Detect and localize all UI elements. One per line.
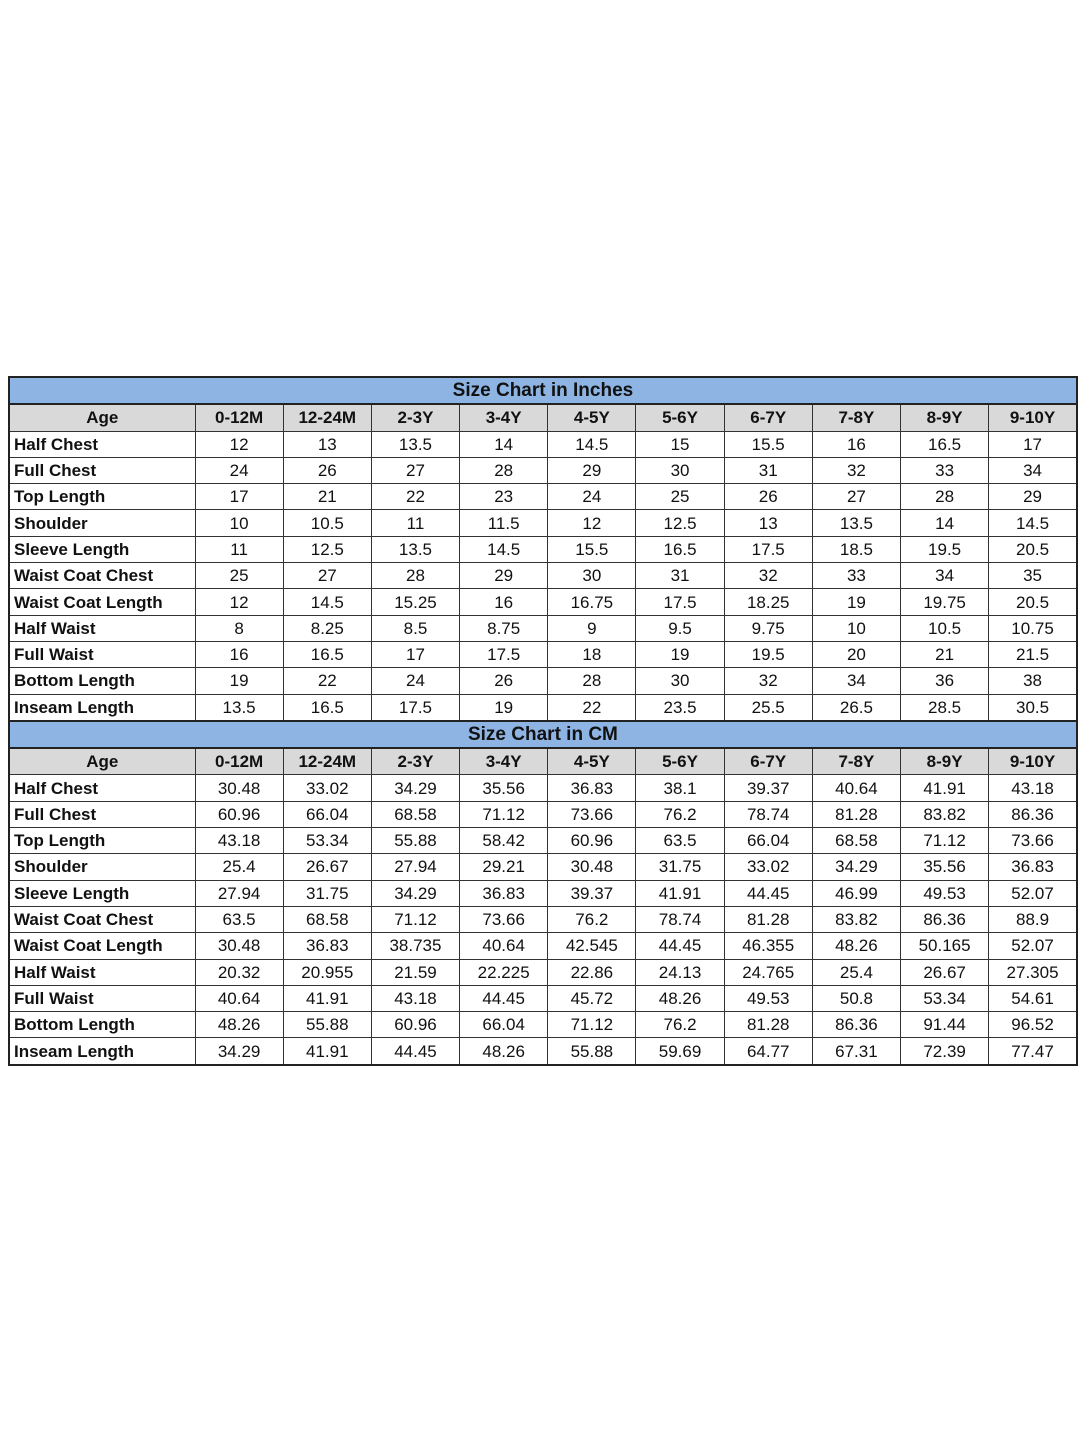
measurement-value: 48.26 — [460, 1038, 548, 1065]
measurement-value: 68.58 — [812, 828, 900, 854]
measurement-value: 38 — [989, 668, 1077, 694]
measurement-value: 81.28 — [724, 1012, 812, 1038]
measurement-value: 73.66 — [548, 801, 636, 827]
measurement-value: 17.5 — [460, 641, 548, 667]
measurement-value: 86.36 — [901, 906, 989, 932]
measurement-value: 38.735 — [371, 933, 459, 959]
measurement-value: 42.545 — [548, 933, 636, 959]
measurement-value: 41.91 — [283, 985, 371, 1011]
measurement-label: Half Waist — [9, 615, 195, 641]
measurement-value: 14.5 — [989, 510, 1077, 536]
measurement-value: 44.45 — [724, 880, 812, 906]
measurement-value: 40.64 — [812, 775, 900, 801]
measurement-value: 66.04 — [724, 828, 812, 854]
measurement-value: 26.5 — [812, 694, 900, 721]
measurement-value: 16.5 — [283, 694, 371, 721]
measurement-value: 11.5 — [460, 510, 548, 536]
table-row — [9, 933, 1077, 959]
table-row — [9, 801, 1077, 827]
measurement-value: 19.75 — [901, 589, 989, 615]
measurement-value: 52.07 — [989, 933, 1077, 959]
measurement-label: Waist Coat Length — [9, 933, 195, 959]
measurement-value: 25.4 — [812, 959, 900, 985]
measurement-value: 29 — [460, 563, 548, 589]
measurement-value: 55.88 — [283, 1012, 371, 1038]
section-title: Size Chart in Inches — [9, 377, 1077, 404]
measurement-value: 9 — [548, 615, 636, 641]
measurement-value: 16 — [812, 431, 900, 457]
measurement-value: 33 — [812, 563, 900, 589]
measurement-value: 18.5 — [812, 536, 900, 562]
measurement-value: 78.74 — [724, 801, 812, 827]
measurement-value: 76.2 — [548, 906, 636, 932]
measurement-value: 54.61 — [989, 985, 1077, 1011]
measurement-label: Waist Coat Chest — [9, 906, 195, 932]
size-chart-table — [8, 376, 1078, 1066]
table-row — [9, 589, 1077, 615]
measurement-value: 36 — [901, 668, 989, 694]
measurement-value: 8 — [195, 615, 283, 641]
measurement-value: 71.12 — [548, 1012, 636, 1038]
measurement-value: 77.47 — [989, 1038, 1077, 1065]
measurement-value: 17.5 — [371, 694, 459, 721]
measurement-value: 44.45 — [460, 985, 548, 1011]
measurement-value: 21 — [901, 641, 989, 667]
measurement-value: 60.96 — [371, 1012, 459, 1038]
measurement-value: 12.5 — [283, 536, 371, 562]
measurement-value: 63.5 — [636, 828, 724, 854]
table-row — [9, 668, 1077, 694]
measurement-value: 22 — [371, 484, 459, 510]
measurement-value: 10.75 — [989, 615, 1077, 641]
measurement-value: 43.18 — [989, 775, 1077, 801]
measurement-value: 49.53 — [901, 880, 989, 906]
measurement-value: 22 — [548, 694, 636, 721]
measurement-label: Full Chest — [9, 801, 195, 827]
measurement-value: 25.5 — [724, 694, 812, 721]
header-size-cell: 7-8Y — [812, 404, 900, 431]
header-size-cell: 0-12M — [195, 748, 283, 775]
measurement-value: 26 — [724, 484, 812, 510]
measurement-value: 8.75 — [460, 615, 548, 641]
measurement-value: 50.8 — [812, 985, 900, 1011]
measurement-value: 36.83 — [460, 880, 548, 906]
measurement-value: 19.5 — [724, 641, 812, 667]
measurement-value: 81.28 — [812, 801, 900, 827]
measurement-value: 12 — [195, 431, 283, 457]
measurement-value: 16.75 — [548, 589, 636, 615]
measurement-value: 16.5 — [636, 536, 724, 562]
measurement-value: 13 — [283, 431, 371, 457]
measurement-value: 30.5 — [989, 694, 1077, 721]
measurement-value: 71.12 — [901, 828, 989, 854]
header-size-cell: 2-3Y — [371, 404, 459, 431]
measurement-value: 24 — [548, 484, 636, 510]
measurement-value: 21 — [283, 484, 371, 510]
measurement-label: Half Waist — [9, 959, 195, 985]
measurement-value: 27 — [283, 563, 371, 589]
table-row — [9, 1012, 1077, 1038]
measurement-value: 48.26 — [812, 933, 900, 959]
measurement-value: 30 — [636, 457, 724, 483]
header-size-cell: 2-3Y — [371, 748, 459, 775]
measurement-value: 36.83 — [548, 775, 636, 801]
header-size-cell: 0-12M — [195, 404, 283, 431]
measurement-value: 18 — [548, 641, 636, 667]
measurement-label: Bottom Length — [9, 1012, 195, 1038]
measurement-value: 35.56 — [460, 775, 548, 801]
measurement-value: 9.75 — [724, 615, 812, 641]
measurement-value: 20.955 — [283, 959, 371, 985]
header-size-cell: 7-8Y — [812, 748, 900, 775]
measurement-value: 17 — [195, 484, 283, 510]
measurement-value: 34.29 — [371, 775, 459, 801]
measurement-value: 66.04 — [283, 801, 371, 827]
measurement-value: 22.86 — [548, 959, 636, 985]
measurement-value: 16 — [460, 589, 548, 615]
measurement-value: 46.99 — [812, 880, 900, 906]
header-size-cell: 6-7Y — [724, 404, 812, 431]
measurement-value: 76.2 — [636, 1012, 724, 1038]
measurement-value: 10 — [195, 510, 283, 536]
measurement-value: 76.2 — [636, 801, 724, 827]
measurement-label: Bottom Length — [9, 668, 195, 694]
measurement-value: 17.5 — [724, 536, 812, 562]
section-title: Size Chart in CM — [9, 721, 1077, 748]
measurement-label: Full Waist — [9, 985, 195, 1011]
measurement-value: 35.56 — [901, 854, 989, 880]
measurement-value: 14.5 — [283, 589, 371, 615]
measurement-value: 63.5 — [195, 906, 283, 932]
measurement-value: 12 — [195, 589, 283, 615]
measurement-value: 20.5 — [989, 536, 1077, 562]
measurement-value: 29.21 — [460, 854, 548, 880]
header-age-label: Age — [9, 404, 195, 431]
measurement-value: 45.72 — [548, 985, 636, 1011]
measurement-value: 28.5 — [901, 694, 989, 721]
measurement-value: 34 — [989, 457, 1077, 483]
table-row — [9, 828, 1077, 854]
measurement-value: 30.48 — [195, 933, 283, 959]
measurement-value: 83.82 — [901, 801, 989, 827]
measurement-value: 20.32 — [195, 959, 283, 985]
measurement-value: 26.67 — [283, 854, 371, 880]
measurement-value: 78.74 — [636, 906, 724, 932]
measurement-value: 19.5 — [901, 536, 989, 562]
measurement-value: 39.37 — [724, 775, 812, 801]
measurement-label: Top Length — [9, 484, 195, 510]
measurement-value: 32 — [812, 457, 900, 483]
measurement-value: 44.45 — [636, 933, 724, 959]
measurement-value: 91.44 — [901, 1012, 989, 1038]
measurement-value: 40.64 — [195, 985, 283, 1011]
measurement-value: 36.83 — [989, 854, 1077, 880]
measurement-value: 71.12 — [460, 801, 548, 827]
measurement-value: 48.26 — [636, 985, 724, 1011]
measurement-value: 30 — [636, 668, 724, 694]
measurement-value: 83.82 — [812, 906, 900, 932]
measurement-value: 21.59 — [371, 959, 459, 985]
measurement-label: Top Length — [9, 828, 195, 854]
measurement-value: 64.77 — [724, 1038, 812, 1065]
measurement-value: 9.5 — [636, 615, 724, 641]
measurement-value: 24 — [195, 457, 283, 483]
measurement-label: Inseam Length — [9, 1038, 195, 1065]
table-row — [9, 985, 1077, 1011]
measurement-value: 38.1 — [636, 775, 724, 801]
measurement-value: 30.48 — [195, 775, 283, 801]
table-row — [9, 775, 1077, 801]
measurement-value: 68.58 — [371, 801, 459, 827]
measurement-value: 86.36 — [812, 1012, 900, 1038]
section-title-row — [9, 377, 1077, 404]
measurement-value: 29 — [989, 484, 1077, 510]
measurement-value: 41.91 — [283, 1038, 371, 1065]
header-size-cell: 3-4Y — [460, 404, 548, 431]
measurement-value: 43.18 — [195, 828, 283, 854]
measurement-value: 30 — [548, 563, 636, 589]
table-row — [9, 959, 1077, 985]
header-age-label: Age — [9, 748, 195, 775]
measurement-value: 19 — [195, 668, 283, 694]
measurement-value: 28 — [460, 457, 548, 483]
header-size-cell: 3-4Y — [460, 748, 548, 775]
measurement-value: 15.5 — [724, 431, 812, 457]
measurement-value: 26 — [460, 668, 548, 694]
measurement-value: 50.165 — [901, 933, 989, 959]
measurement-label: Waist Coat Chest — [9, 563, 195, 589]
measurement-value: 34 — [812, 668, 900, 694]
measurement-value: 24.765 — [724, 959, 812, 985]
header-row — [9, 404, 1077, 431]
measurement-value: 88.9 — [989, 906, 1077, 932]
measurement-value: 34.29 — [195, 1038, 283, 1065]
size-chart — [8, 376, 1076, 1066]
measurement-value: 26.67 — [901, 959, 989, 985]
table-row — [9, 694, 1077, 721]
measurement-value: 16.5 — [901, 431, 989, 457]
measurement-value: 33 — [901, 457, 989, 483]
measurement-label: Half Chest — [9, 775, 195, 801]
measurement-value: 11 — [371, 510, 459, 536]
table-row — [9, 563, 1077, 589]
table-row — [9, 854, 1077, 880]
measurement-value: 8.25 — [283, 615, 371, 641]
measurement-value: 13.5 — [812, 510, 900, 536]
measurement-value: 59.69 — [636, 1038, 724, 1065]
measurement-value: 49.53 — [724, 985, 812, 1011]
header-size-cell: 8-9Y — [901, 748, 989, 775]
measurement-value: 15.25 — [371, 589, 459, 615]
measurement-value: 39.37 — [548, 880, 636, 906]
measurement-value: 72.39 — [901, 1038, 989, 1065]
measurement-value: 27.305 — [989, 959, 1077, 985]
measurement-value: 17 — [371, 641, 459, 667]
measurement-value: 32 — [724, 668, 812, 694]
measurement-value: 32 — [724, 563, 812, 589]
measurement-value: 27 — [812, 484, 900, 510]
measurement-value: 46.355 — [724, 933, 812, 959]
measurement-value: 73.66 — [989, 828, 1077, 854]
measurement-value: 15.5 — [548, 536, 636, 562]
measurement-value: 16.5 — [283, 641, 371, 667]
table-row — [9, 880, 1077, 906]
measurement-value: 31 — [636, 563, 724, 589]
measurement-value: 8.5 — [371, 615, 459, 641]
measurement-value: 27.94 — [195, 880, 283, 906]
header-size-cell: 12-24M — [283, 404, 371, 431]
measurement-value: 96.52 — [989, 1012, 1077, 1038]
measurement-value: 20.5 — [989, 589, 1077, 615]
measurement-value: 60.96 — [548, 828, 636, 854]
measurement-value: 14 — [901, 510, 989, 536]
measurement-value: 33.02 — [724, 854, 812, 880]
measurement-value: 60.96 — [195, 801, 283, 827]
measurement-label: Shoulder — [9, 854, 195, 880]
measurement-value: 35 — [989, 563, 1077, 589]
measurement-value: 41.91 — [901, 775, 989, 801]
header-size-cell: 4-5Y — [548, 404, 636, 431]
measurement-value: 81.28 — [724, 906, 812, 932]
size-chart-body — [9, 377, 1077, 1065]
measurement-value: 34.29 — [371, 880, 459, 906]
measurement-value: 19 — [460, 694, 548, 721]
measurement-value: 55.88 — [548, 1038, 636, 1065]
measurement-value: 17 — [989, 431, 1077, 457]
measurement-value: 16 — [195, 641, 283, 667]
measurement-value: 24 — [371, 668, 459, 694]
measurement-value: 23 — [460, 484, 548, 510]
measurement-value: 58.42 — [460, 828, 548, 854]
measurement-label: Shoulder — [9, 510, 195, 536]
measurement-value: 14.5 — [460, 536, 548, 562]
measurement-value: 13.5 — [371, 536, 459, 562]
measurement-value: 66.04 — [460, 1012, 548, 1038]
measurement-value: 68.58 — [283, 906, 371, 932]
measurement-value: 13 — [724, 510, 812, 536]
measurement-value: 28 — [371, 563, 459, 589]
measurement-value: 48.26 — [195, 1012, 283, 1038]
measurement-label: Full Chest — [9, 457, 195, 483]
measurement-value: 11 — [195, 536, 283, 562]
section-title-row — [9, 721, 1077, 748]
measurement-value: 34 — [901, 563, 989, 589]
measurement-value: 67.31 — [812, 1038, 900, 1065]
measurement-value: 27 — [371, 457, 459, 483]
measurement-value: 86.36 — [989, 801, 1077, 827]
measurement-value: 27.94 — [371, 854, 459, 880]
measurement-value: 19 — [812, 589, 900, 615]
measurement-label: Waist Coat Length — [9, 589, 195, 615]
header-size-cell: 6-7Y — [724, 748, 812, 775]
table-row — [9, 536, 1077, 562]
measurement-value: 53.34 — [283, 828, 371, 854]
measurement-label: Half Chest — [9, 431, 195, 457]
measurement-label: Inseam Length — [9, 694, 195, 721]
measurement-value: 34.29 — [812, 854, 900, 880]
measurement-value: 25 — [195, 563, 283, 589]
header-size-cell: 12-24M — [283, 748, 371, 775]
measurement-value: 12 — [548, 510, 636, 536]
header-size-cell: 5-6Y — [636, 748, 724, 775]
measurement-value: 73.66 — [460, 906, 548, 932]
header-size-cell: 9-10Y — [989, 404, 1077, 431]
measurement-value: 13.5 — [195, 694, 283, 721]
header-row — [9, 748, 1077, 775]
measurement-value: 14 — [460, 431, 548, 457]
measurement-value: 31 — [724, 457, 812, 483]
header-size-cell: 5-6Y — [636, 404, 724, 431]
measurement-value: 40.64 — [460, 933, 548, 959]
measurement-value: 19 — [636, 641, 724, 667]
measurement-value: 10.5 — [901, 615, 989, 641]
measurement-value: 10.5 — [283, 510, 371, 536]
measurement-value: 33.02 — [283, 775, 371, 801]
measurement-label: Sleeve Length — [9, 880, 195, 906]
measurement-value: 29 — [548, 457, 636, 483]
measurement-value: 41.91 — [636, 880, 724, 906]
measurement-value: 53.34 — [901, 985, 989, 1011]
header-size-cell: 8-9Y — [901, 404, 989, 431]
measurement-value: 15 — [636, 431, 724, 457]
measurement-value: 12.5 — [636, 510, 724, 536]
measurement-value: 28 — [548, 668, 636, 694]
table-row — [9, 1038, 1077, 1065]
measurement-value: 30.48 — [548, 854, 636, 880]
measurement-value: 22.225 — [460, 959, 548, 985]
measurement-value: 52.07 — [989, 880, 1077, 906]
measurement-label: Sleeve Length — [9, 536, 195, 562]
table-row — [9, 431, 1077, 457]
header-size-cell: 4-5Y — [548, 748, 636, 775]
measurement-value: 44.45 — [371, 1038, 459, 1065]
measurement-value: 43.18 — [371, 985, 459, 1011]
measurement-value: 25.4 — [195, 854, 283, 880]
table-row — [9, 510, 1077, 536]
measurement-value: 55.88 — [371, 828, 459, 854]
measurement-value: 22 — [283, 668, 371, 694]
measurement-value: 28 — [901, 484, 989, 510]
measurement-value: 18.25 — [724, 589, 812, 615]
measurement-value: 17.5 — [636, 589, 724, 615]
measurement-value: 31.75 — [636, 854, 724, 880]
table-row — [9, 484, 1077, 510]
measurement-value: 24.13 — [636, 959, 724, 985]
measurement-label: Full Waist — [9, 641, 195, 667]
measurement-value: 26 — [283, 457, 371, 483]
measurement-value: 23.5 — [636, 694, 724, 721]
table-row — [9, 906, 1077, 932]
header-size-cell: 9-10Y — [989, 748, 1077, 775]
measurement-value: 20 — [812, 641, 900, 667]
measurement-value: 31.75 — [283, 880, 371, 906]
measurement-value: 14.5 — [548, 431, 636, 457]
measurement-value: 21.5 — [989, 641, 1077, 667]
table-row — [9, 615, 1077, 641]
measurement-value: 25 — [636, 484, 724, 510]
measurement-value: 13.5 — [371, 431, 459, 457]
table-row — [9, 457, 1077, 483]
measurement-value: 71.12 — [371, 906, 459, 932]
measurement-value: 10 — [812, 615, 900, 641]
table-row — [9, 641, 1077, 667]
measurement-value: 36.83 — [283, 933, 371, 959]
